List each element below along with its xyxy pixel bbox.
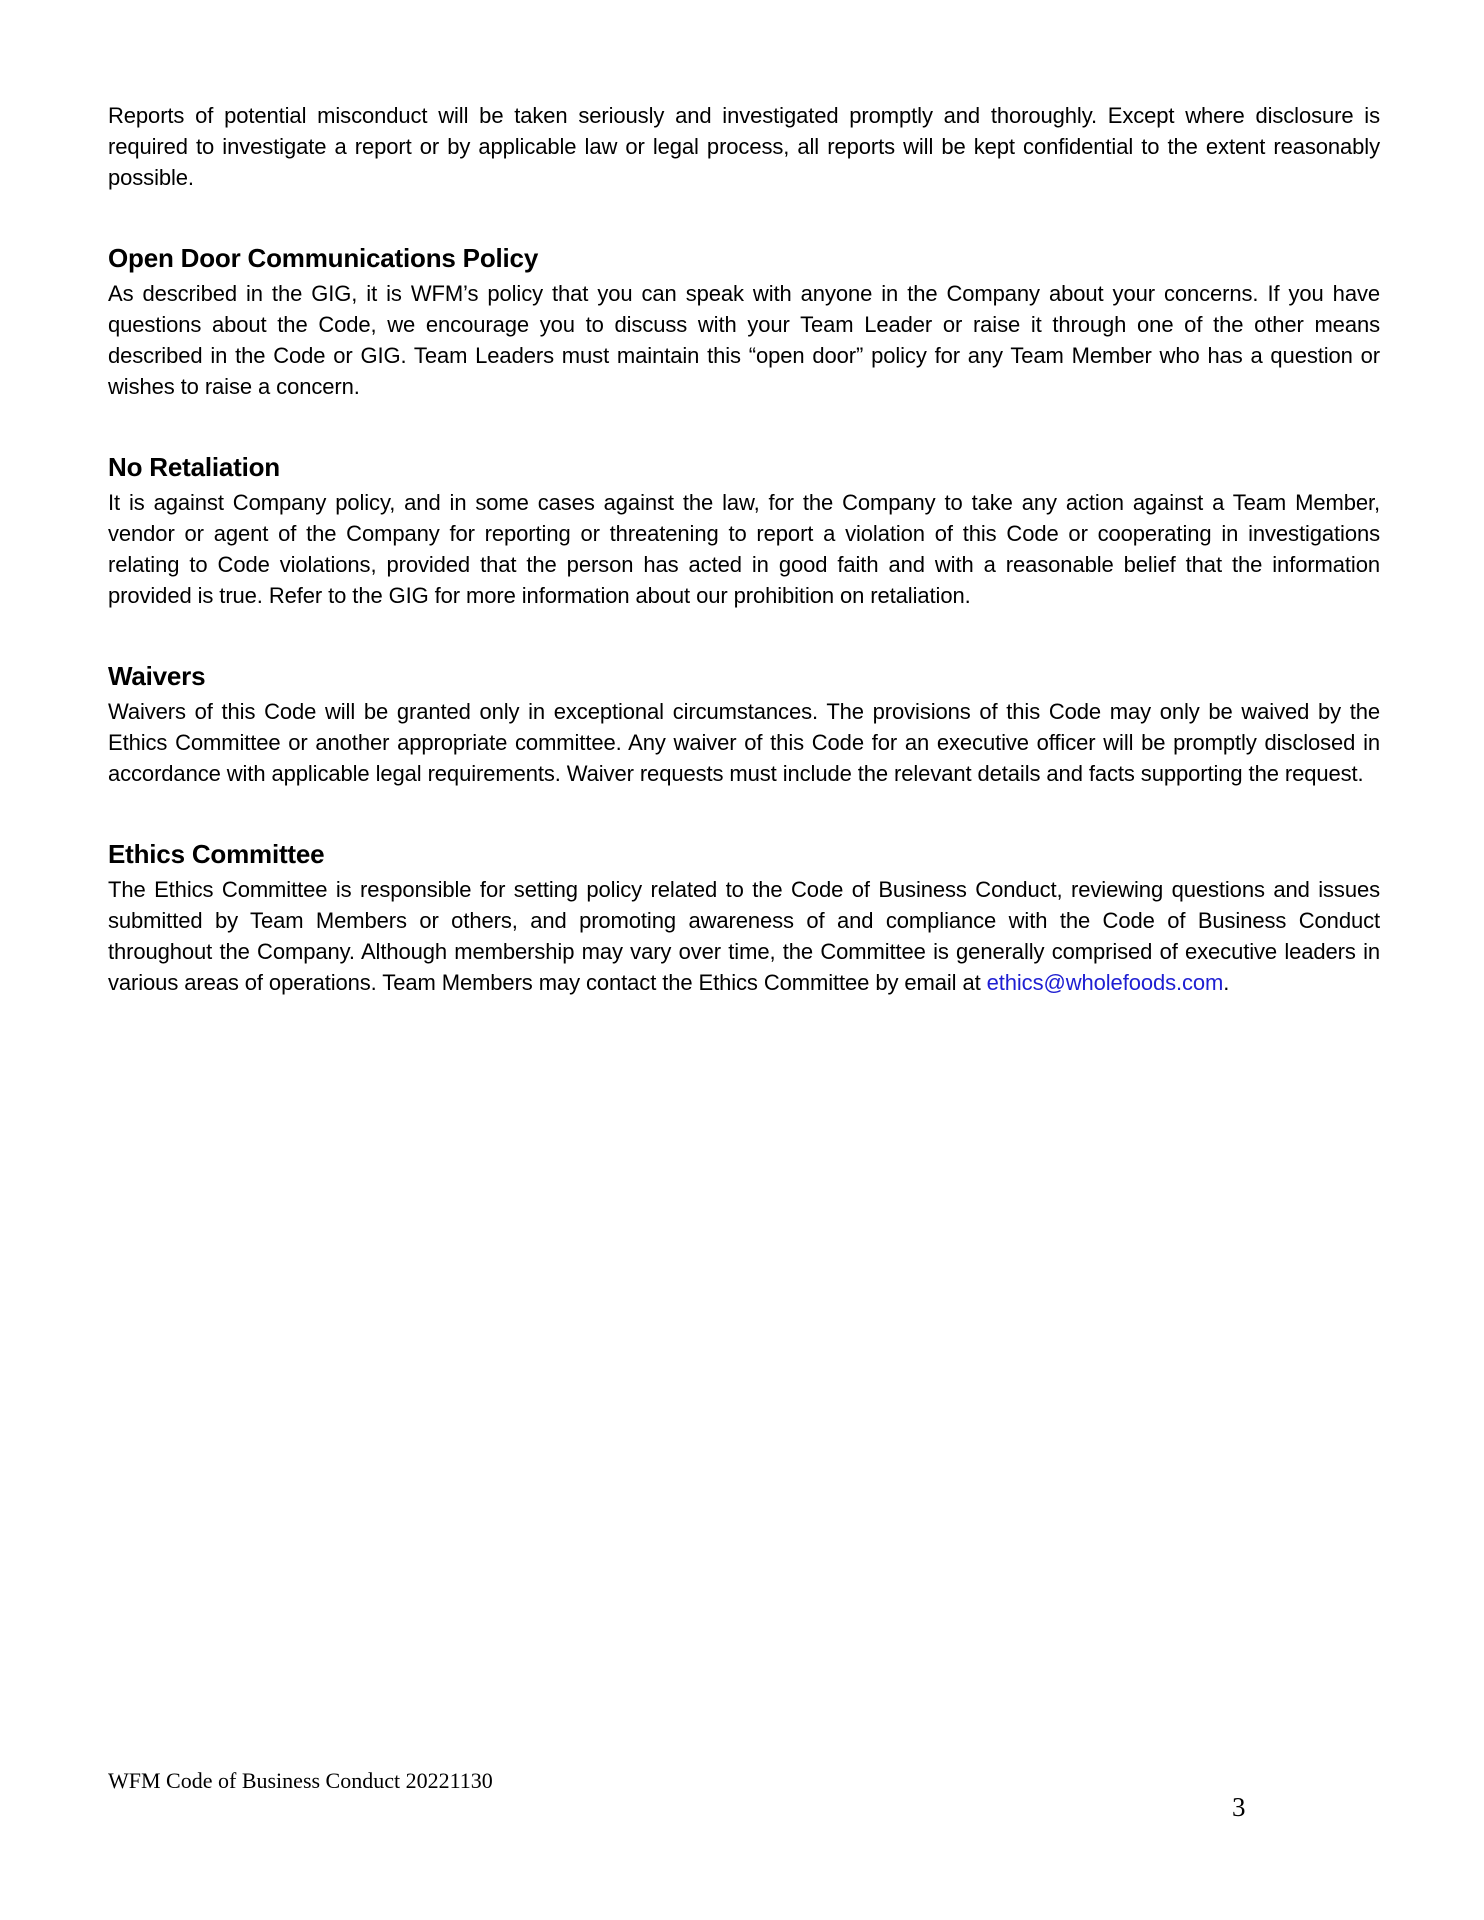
ethics-email-link[interactable]: ethics@wholefoods.com	[986, 970, 1224, 995]
section-body-waivers: Waivers of this Code will be granted only in exceptional circumstances. The provisions of this Code may only be waived by the Ethics Committee or another appropriate committee. Any waiver of this Code for an executive officer will be promptly disclosed in accordance with applicable legal requirements. Waiver requests must include the relevant details and facts supporting the request.	[108, 699, 1380, 786]
section-waivers	[108, 661, 1380, 789]
section-body-ethics-committee	[108, 874, 1380, 998]
section-heading-open-door: Open Door Communications Policy	[108, 243, 539, 273]
intro-paragraph: Reports of potential misconduct will be taken seriously and investigated promptly and thoroughly. Except where disclosure is required to investigate a report or by applicable law or legal process, all reports will be kept confidential to the extent reasonably possible.	[108, 103, 1380, 190]
section-open-door-communications-policy	[108, 243, 1380, 402]
footer-document-title: WFM Code of Business Conduct 20221130	[108, 1768, 493, 1793]
page-content	[108, 100, 1380, 998]
ethics-body-text: The Ethics Committee is responsible for setting policy related to the Code of Business Conduct, reviewing questions and issues submitted by Team Members or others, and promoting awareness of and compliance with the Code of Business Conduct throughout the Company. Although membership may vary over time, the Committee is generally comprised of executive leaders in various areas of operations. Team Members may contact the Ethics Committee by email at	[108, 877, 1380, 995]
section-no-retaliation	[108, 452, 1380, 611]
section-ethics-committee	[108, 839, 1380, 998]
page-number: 3	[1232, 1792, 1246, 1822]
section-heading-waivers: Waivers	[108, 661, 206, 691]
section-heading-ethics-committee: Ethics Committee	[108, 839, 325, 869]
section-heading-no-retaliation: No Retaliation	[108, 452, 280, 482]
section-body-open-door: As described in the GIG, it is WFM’s policy that you can speak with anyone in the Company about your concerns. If you have questions about the Code, we encourage you to discuss with your Team Leader or raise it through one of the other means described in the Code or GIG. Team Leaders must maintain this “open door” policy for any Team Member who has a question or wishes to raise a concern.	[108, 281, 1380, 399]
ethics-body-period: .	[1223, 970, 1230, 995]
section-body-no-retaliation: It is against Company policy, and in some cases against the law, for the Company to take any action against a Team Member, vendor or agent of the Company for reporting or threatening to report a violation of this Code or cooperating in investigations relating to Code violations, provided that the person has acted in good faith and with a reasonable belief that the information provided is true. Refer to the GIG for more information about our prohibition on retaliation.	[108, 490, 1380, 608]
